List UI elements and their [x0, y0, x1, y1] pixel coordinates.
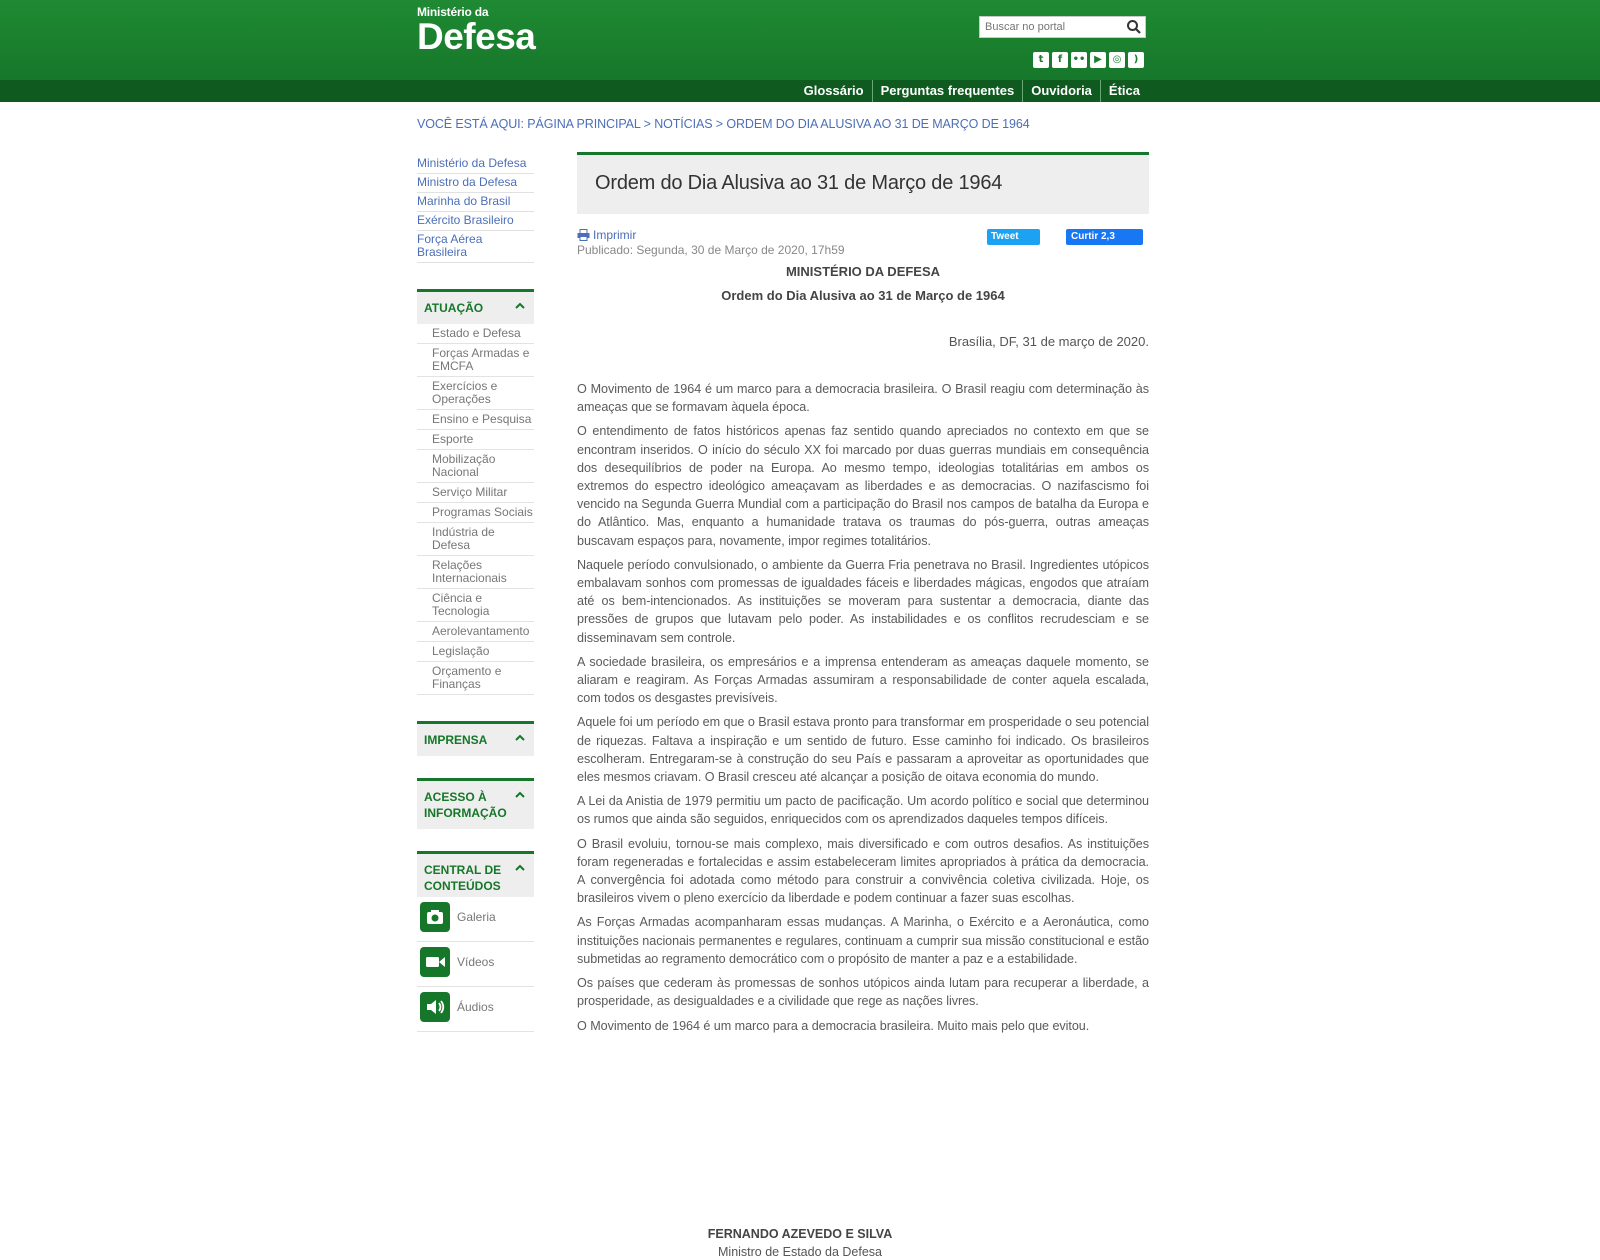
- sidebar-link-ministerio[interactable]: Ministério da Defesa: [417, 155, 534, 174]
- social-links: [1033, 52, 1144, 68]
- logo-big-text: Defesa: [417, 16, 536, 57]
- rss-icon[interactable]: ): [1128, 52, 1144, 68]
- imprensa-section: [417, 721, 534, 756]
- search-input[interactable]: [980, 17, 1120, 37]
- signature-name: FERNANDO AZEVEDO E SILVA: [707, 1227, 893, 1241]
- media-audios[interactable]: [417, 987, 534, 1032]
- nav-perguntas-frequentes[interactable]: Perguntas frequentes: [872, 80, 1023, 102]
- atuacao-title: ATUAÇÃO: [424, 301, 484, 315]
- media-label-audios: Áudios: [457, 1000, 494, 1014]
- sidebar-link-exercito[interactable]: Exército Brasileiro: [417, 212, 534, 231]
- sidebar-item-relacoes[interactable]: Relações Internacionais: [417, 556, 534, 589]
- sidebar-item-mobilizacao[interactable]: Mobilização Nacional: [417, 450, 534, 483]
- sidebar-item-orcamento[interactable]: Orçamento e Finanças: [417, 662, 534, 695]
- article-body: [577, 380, 1149, 1035]
- document-subheader: Ordem do Dia Alusiva ao 31 de Março de 1964: [721, 288, 1005, 303]
- speaker-icon: [420, 992, 450, 1022]
- chevron-up-icon: [514, 862, 526, 874]
- sidebar-item-esporte[interactable]: Esporte: [417, 430, 534, 450]
- search-box: [979, 16, 1146, 38]
- flickr-icon[interactable]: ••: [1071, 52, 1087, 68]
- dateline: Brasília, DF, 31 de março de 2020.: [948, 334, 1149, 349]
- published-date: Publicado: Segunda, 30 de Março de 2020, 17h59: [577, 243, 845, 257]
- article-paragraph: O entendimento de fatos históricos apenas faz sentido quando apreciados no contexto em que se encontram inseridos. O início do século XX foi marcado por duas guerras mundiais em consequência dos desequilíbrios de poder na Europa. Ao mesmo tempo, ideologias totalitárias em ambos os extremos do espectro ideológico ameaçavam as liberdades e as democracias. O nazifascismo foi vencido na Segunda Guerra Mundial com a participação do Brasil nos campos de batalha da Europa e do Atlântico. Mas, enquanto a humanidade tratava os traumas do pós-guerra, outras ameaças buscavam espaços para, novamente, impor regimes totalitários.: [577, 424, 1149, 548]
- chevron-up-icon: [514, 732, 526, 744]
- like-button[interactable]: [1066, 229, 1143, 245]
- atuacao-header[interactable]: [417, 289, 534, 324]
- breadcrumb[interactable]: VOCÊ ESTÁ AQUI: PÁGINA PRINCIPAL > NOTÍCIAS > ORDEM DO DIA ALUSIVA AO 31 DE MARÇO DE 1964: [417, 117, 1030, 131]
- print-label: Imprimir: [593, 228, 637, 242]
- sidebar-item-programas-sociais[interactable]: Programas Sociais: [417, 503, 534, 523]
- article-meta: [577, 228, 1149, 258]
- sidebar-link-ministro[interactable]: Ministro da Defesa: [417, 174, 534, 193]
- tweet-label: Tweet: [991, 231, 1019, 242]
- article-paragraph: O Brasil evoluiu, tornou-se mais complexo, mais diversificado e com outros desafios. As instituições foram regeneradas e fortalecidas e assim estabeleceram limites apropriados à prática da democracia. A convergência foi adotada como método para construir a convivência coletiva civilizada. Hoje, os brasileiros vivem o pleno exercício da liberdade e podem continuar a fazer suas escolhas.: [577, 836, 1149, 906]
- signature-title: Ministro de Estado da Defesa: [718, 1245, 882, 1259]
- sidebar-link-forca-aerea[interactable]: Força Aérea Brasileira: [417, 231, 534, 263]
- central-header[interactable]: [417, 851, 534, 897]
- top-navigation: [0, 80, 1600, 102]
- media-videos[interactable]: [417, 942, 534, 987]
- article-paragraph: O Movimento de 1964 é um marco para a democracia brasileira. O Brasil reagiu com determinação às ameaças que se formavam àquela época.: [577, 382, 1149, 415]
- twitter-icon[interactable]: t: [1033, 52, 1049, 68]
- instagram-icon[interactable]: ◎: [1109, 52, 1125, 68]
- central-title: CENTRAL DE CONTEÚDOS: [424, 863, 502, 893]
- acesso-title: ACESSO À INFORMAÇÃO: [424, 790, 507, 820]
- acesso-section: [417, 778, 534, 829]
- like-label: Curtir 2,3: [1071, 231, 1115, 242]
- sidebar-item-forcas-armadas[interactable]: Forças Armadas e EMCFA: [417, 344, 534, 377]
- media-label-galeria: Galeria: [457, 910, 496, 924]
- article-paragraph: As Forças Armadas acompanharam essas mudanças. A Marinha, o Exército e a Aeronáutica, como instituições nacionais permanentes e regulares, continuam a cumprir sua missão constitucional e estão submetidas ao regramento democrático com o propósito de manter a paz e a estabilidade.: [577, 915, 1149, 966]
- article-paragraph: Naquele período convulsionado, o ambiente da Guerra Fria penetrava no Brasil. Ingredientes utópicos embalavam sonhos com promessas de igualdades fáceis e liberdades mágicas, engodos que atraíam até os bem-intencionados. As instituições se moveram para sustentar a democracia, diante das pressões de grupos que lutavam pelo poder. As instabilidades e os conflitos recrudesciam e se disseminavam sem controle.: [577, 557, 1149, 645]
- sidebar-item-aerolevantamento[interactable]: Aerolevantamento: [417, 622, 534, 642]
- video-camera-icon: [420, 947, 450, 977]
- article-paragraph: Os países que cederam às promessas de sonhos utópicos ainda lutam para recuperar a liberdade, a prosperidade, as desigualdades e a civilidade que rege as nações livres.: [577, 976, 1149, 1009]
- sidebar-item-ensino[interactable]: Ensino e Pesquisa: [417, 410, 534, 430]
- imprensa-header[interactable]: [417, 721, 534, 756]
- facebook-icon[interactable]: f: [1052, 52, 1068, 68]
- sidebar: [417, 155, 534, 1032]
- article-paragraph: A sociedade brasileira, os empresários e a imprensa entenderam as ameaças daquele momento, se aliaram e reagiram. As Forças Armadas assumiram a responsabilidade de conter aquela escalada, com todos os desgastes previsíveis.: [577, 654, 1149, 706]
- article-paragraph: Aquele foi um período em que o Brasil estava pronto para transformar em prosperidade o seu potencial de riquezas. Faltava a inspiração e um sentido de futuro. Esse caminho foi indicado. Os brasileiros escolheram. Entregaram-se à construção do seu País e passaram a aproveitar as oportunidades que eles mesmos criavam. O Brasil cresceu até alcançar a posição de oitava economia do mundo.: [577, 715, 1149, 785]
- acesso-header[interactable]: [417, 778, 534, 829]
- sidebar-item-servico-militar[interactable]: Serviço Militar: [417, 483, 534, 503]
- sidebar-item-exercicios[interactable]: Exercícios e Operações: [417, 377, 534, 410]
- media-galeria[interactable]: [417, 897, 534, 942]
- imprensa-title: IMPRENSA: [424, 733, 488, 747]
- camera-icon: [420, 902, 450, 932]
- site-header: [0, 0, 1600, 80]
- article-title-box: [577, 152, 1149, 214]
- article-paragraph: A Lei da Anistia de 1979 permitiu um pacto de pacificação. Um acordo político e social que determinou os rumos que ainda são seguidos, enriquecidos com os aprendizados daqueles tempos difíceis.: [577, 794, 1149, 827]
- youtube-icon[interactable]: ▶: [1090, 52, 1106, 68]
- sidebar-item-industria[interactable]: Indústria de Defesa: [417, 523, 534, 556]
- media-label-videos: Vídeos: [457, 955, 495, 969]
- logo-small-text: Ministério da: [417, 5, 489, 19]
- chevron-up-icon: [514, 789, 526, 801]
- nav-glossario[interactable]: Glossário: [803, 83, 864, 98]
- article-title: Ordem do Dia Alusiva ao 31 de Março de 1964: [595, 172, 1003, 194]
- sidebar-item-legislacao[interactable]: Legislação: [417, 642, 534, 662]
- search-icon[interactable]: [1126, 19, 1142, 35]
- article-paragraph: O Movimento de 1964 é um marco para a democracia brasileira. Muito mais pelo que evitou.: [577, 1018, 1090, 1033]
- nav-etica[interactable]: Ética: [1100, 80, 1148, 102]
- printer-icon: [577, 229, 590, 241]
- atuacao-section: [417, 289, 534, 695]
- central-section: [417, 851, 534, 1032]
- article: [577, 152, 1149, 1041]
- tweet-button[interactable]: [987, 229, 1040, 245]
- nav-ouvidoria[interactable]: Ouvidoria: [1022, 80, 1100, 102]
- sidebar-link-marinha[interactable]: Marinha do Brasil: [417, 193, 534, 212]
- print-button[interactable]: [577, 228, 636, 242]
- chevron-up-icon: [514, 300, 526, 312]
- sidebar-item-estado-defesa[interactable]: Estado e Defesa: [417, 324, 534, 344]
- sidebar-item-ciencia[interactable]: Ciência e Tecnologia: [417, 589, 534, 622]
- site-logo[interactable]: [417, 6, 535, 55]
- document-header: MINISTÉRIO DA DEFESA: [785, 264, 941, 279]
